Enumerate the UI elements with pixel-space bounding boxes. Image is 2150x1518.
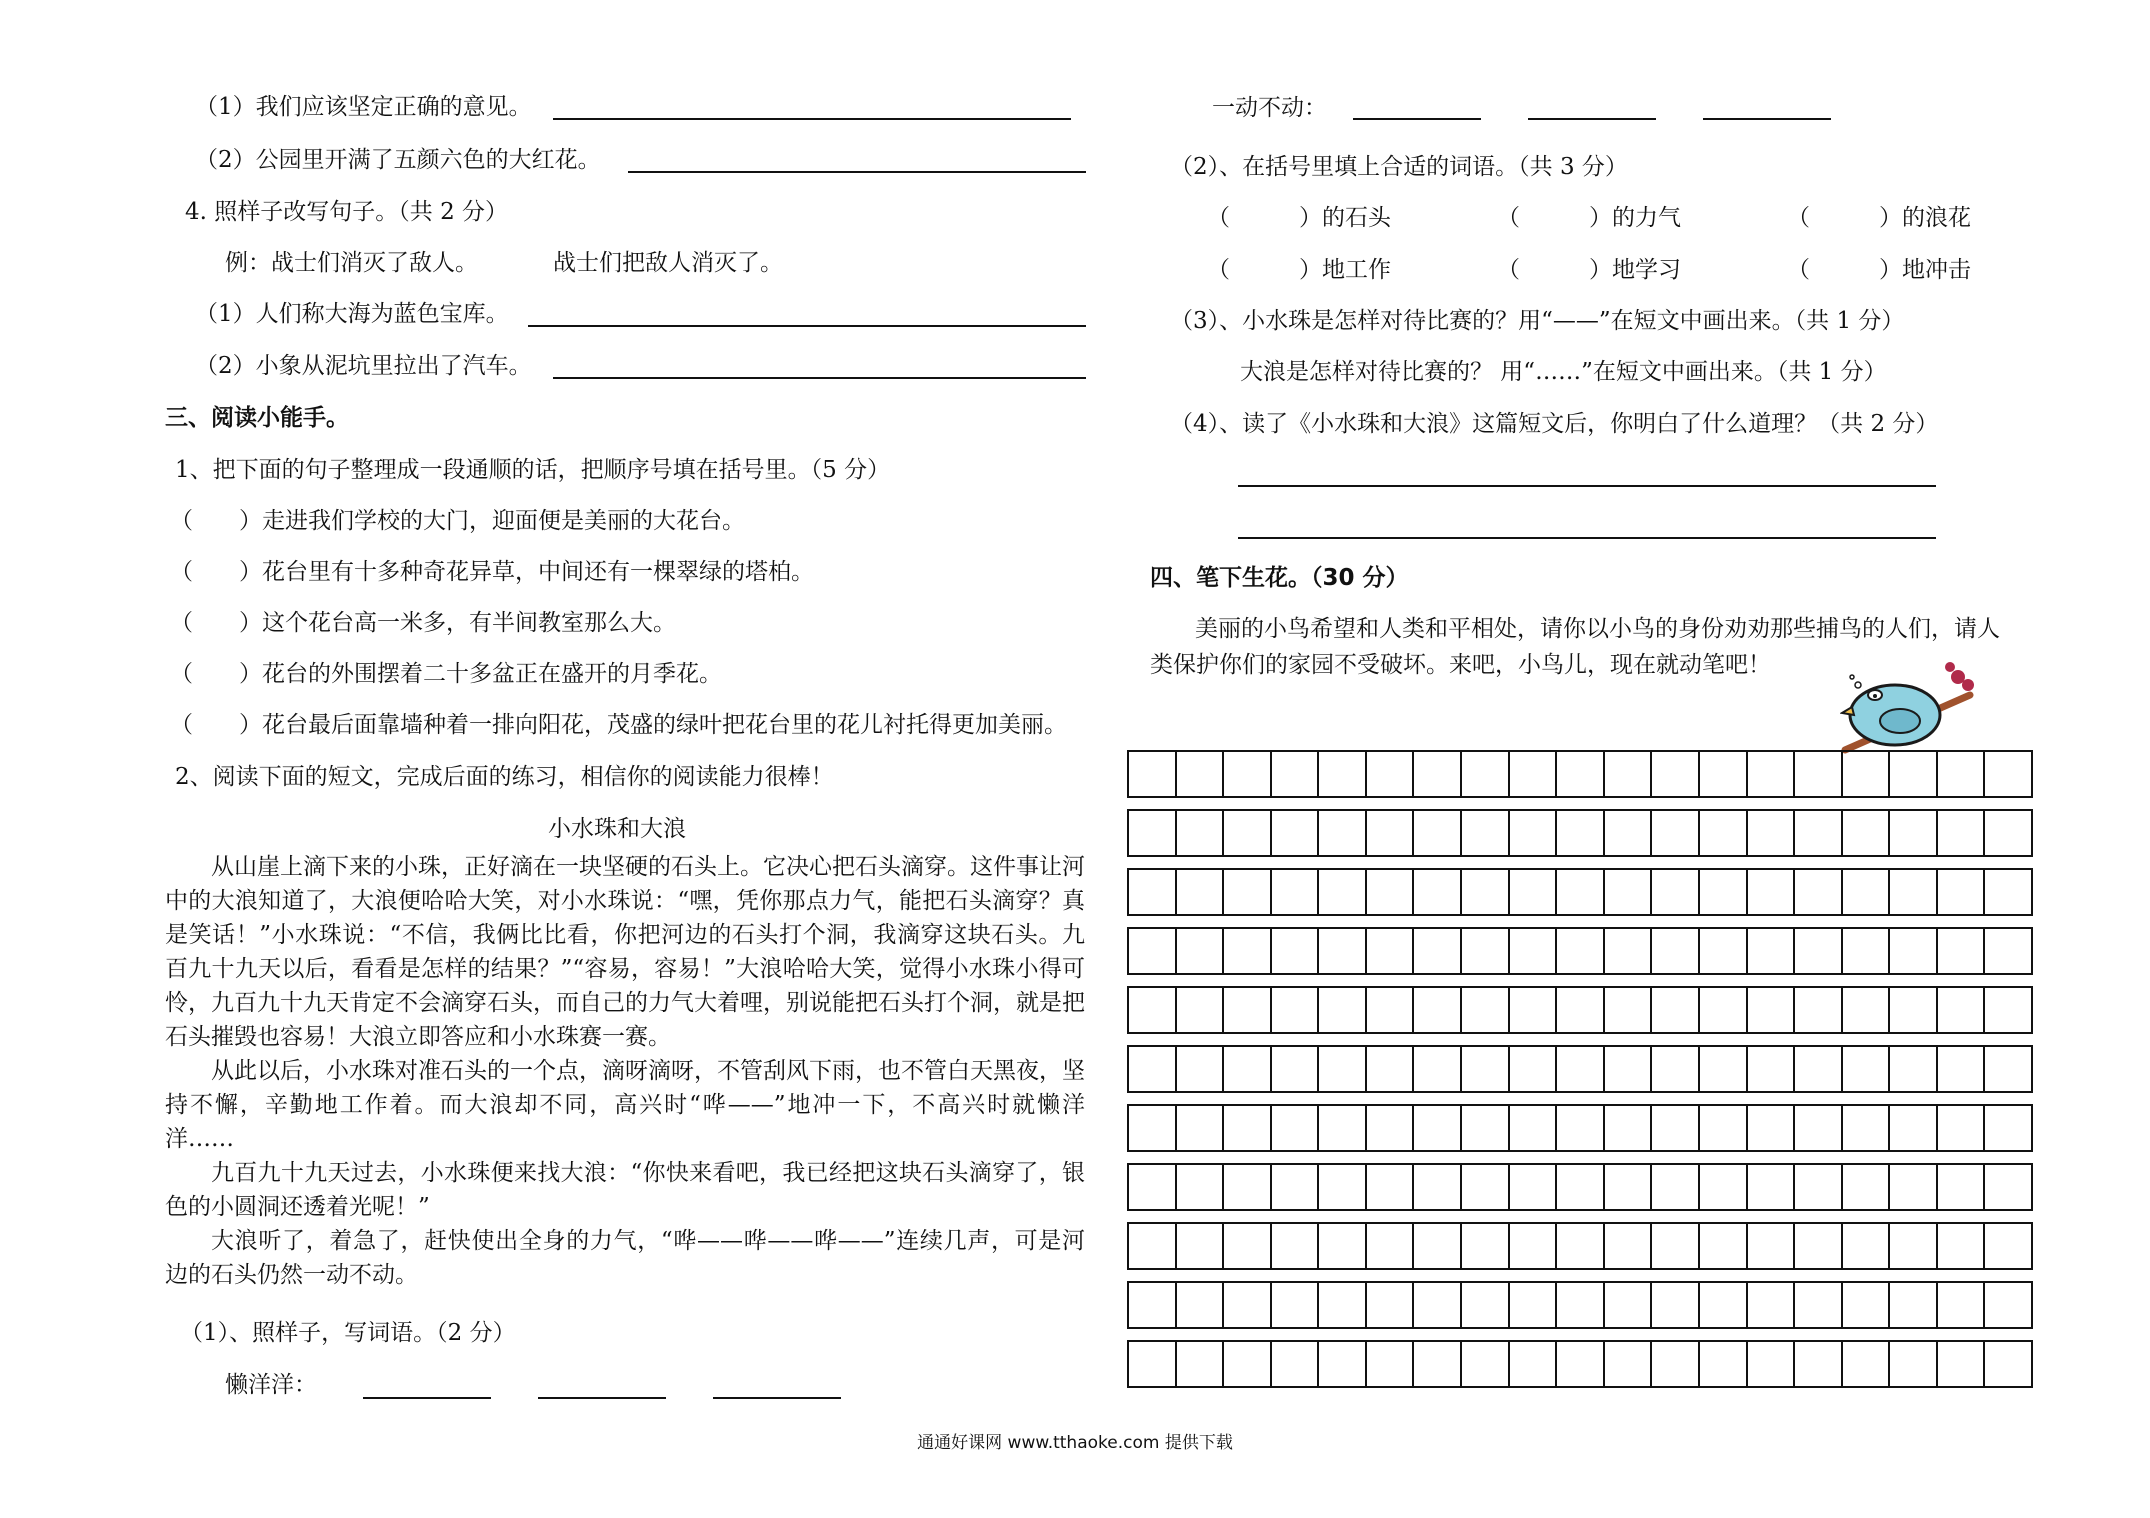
grid-cell[interactable]	[1938, 929, 1986, 973]
grid-cell[interactable]	[1795, 1283, 1843, 1327]
grid-cell[interactable]	[1985, 929, 2031, 973]
grid-cell[interactable]	[1890, 811, 1938, 855]
grid-cell[interactable]	[1462, 752, 1510, 796]
grid-cell[interactable]	[1510, 1224, 1558, 1268]
grid-cell[interactable]	[1700, 1224, 1748, 1268]
passage-paragraph: 大浪听了，着急了，赶快使出全身的力气，“哗——哗——哗——”连续几声，可是河边的石头仍然一动不动。	[165, 1228, 1085, 1288]
grid-cell[interactable]	[1224, 988, 1272, 1032]
grid-cell[interactable]	[1748, 752, 1796, 796]
grid-cell[interactable]	[1129, 1106, 1177, 1150]
fill-item: （ ）地工作	[1207, 257, 1391, 283]
grid-cell[interactable]	[1272, 929, 1320, 973]
grid-cell[interactable]	[1843, 811, 1891, 855]
grid-cell[interactable]	[1177, 1106, 1225, 1150]
grid-cell[interactable]	[1414, 1342, 1462, 1386]
grid-cell[interactable]	[1319, 1165, 1367, 1209]
grid-cell[interactable]	[1985, 870, 2031, 914]
grid-cell[interactable]	[1224, 929, 1272, 973]
answer-line[interactable]	[1238, 537, 1936, 539]
grid-cell[interactable]	[1272, 811, 1320, 855]
grid-cell[interactable]	[1224, 1283, 1272, 1327]
fill-item: （ ）地学习	[1497, 257, 1681, 283]
answer-line[interactable]	[553, 118, 1071, 120]
grid-cell[interactable]	[1985, 1342, 2031, 1386]
grid-cell[interactable]	[1224, 811, 1272, 855]
grid-cell[interactable]	[1890, 1342, 1938, 1386]
grid-cell[interactable]	[1272, 1342, 1320, 1386]
grid-cell[interactable]	[1985, 811, 2031, 855]
passage-q1: （1）、照样子，写词语。（2 分）	[180, 1320, 516, 1346]
grid-cell[interactable]	[1605, 1283, 1653, 1327]
grid-cell[interactable]	[1795, 1224, 1843, 1268]
grid-cell[interactable]	[1510, 1342, 1558, 1386]
grid-cell[interactable]	[1272, 870, 1320, 914]
grid-cell[interactable]	[1414, 752, 1462, 796]
grid-cell[interactable]	[1129, 752, 1177, 796]
grid-cell[interactable]	[1462, 1165, 1510, 1209]
grid-cell[interactable]	[1319, 870, 1367, 914]
grid-cell[interactable]	[1557, 929, 1605, 973]
grid-cell[interactable]	[1177, 1283, 1225, 1327]
grid-cell[interactable]	[1367, 1283, 1415, 1327]
grid-cell[interactable]	[1319, 988, 1367, 1032]
grid-cell[interactable]	[1510, 870, 1558, 914]
grid-cell[interactable]	[1938, 752, 1986, 796]
grid-cell[interactable]	[1177, 870, 1225, 914]
passage-paragraph: 九百九十九天过去，小水珠便来找大浪：“你快来看吧，我已经把这块石头滴穿了，银色的小圆洞还透着光呢！”	[165, 1160, 1085, 1220]
passage-body	[165, 850, 1085, 1292]
grid-cell[interactable]	[1177, 1165, 1225, 1209]
q4-item-1: （1）人们称大海为蓝色宝库。	[195, 301, 509, 327]
grid-cell[interactable]	[1890, 870, 1938, 914]
grid-row	[1127, 1222, 2033, 1270]
answer-line[interactable]	[713, 1397, 841, 1399]
grid-cell[interactable]	[1890, 1224, 1938, 1268]
grid-cell[interactable]	[1367, 811, 1415, 855]
grid-cell[interactable]	[1224, 752, 1272, 796]
sec4-prompt-line-1: 美丽的小鸟希望和人类和平相处，请你以小鸟的身份劝劝那些捕鸟的人们，请人	[1195, 616, 2000, 642]
grid-row	[1127, 868, 2033, 916]
grid-cell[interactable]	[1319, 929, 1367, 973]
grid-cell[interactable]	[1177, 929, 1225, 973]
grid-cell[interactable]	[1414, 870, 1462, 914]
grid-cell[interactable]	[1843, 1342, 1891, 1386]
grid-cell[interactable]	[1557, 988, 1605, 1032]
grid-cell[interactable]	[1414, 1224, 1462, 1268]
grid-cell[interactable]	[1985, 1047, 2031, 1091]
grid-cell[interactable]	[1890, 1106, 1938, 1150]
grid-row	[1127, 1281, 2033, 1329]
grid-cell[interactable]	[1510, 929, 1558, 973]
fill-item: （ ）的力气	[1497, 205, 1681, 231]
grid-cell[interactable]	[1557, 811, 1605, 855]
order-item: （ ）花台的外围摆着二十多盆正在盛开的月季花。	[170, 661, 722, 687]
passage-paragraph: 从山崖上滴下来的小珠，正好滴在一块坚硬的石头上。它决心把石头滴穿。这件事让河中的大浪知道了，大浪便哈哈大笑，对小水珠说：“嘿，凭你那点力气，能把石头滴穿？真是笑话！”小水珠说：“不信，我俩比比看，你把河边的石头打个洞，我滴穿这块石头。九百九十九天以后，看看是怎样的结果？”“容易，容易！”大浪哈哈大笑，觉得小水珠小得可怜，九百九十九天肯定不会滴穿石头，而自己的力气大着哩，别说能把石头打个洞，就是把石头摧毁也容易！大浪立即答应和小水珠赛一赛。	[165, 854, 1085, 1050]
grid-cell[interactable]	[1700, 1106, 1748, 1150]
order-item: （ ）走进我们学校的大门，迎面便是美丽的大花台。	[170, 508, 745, 534]
grid-cell[interactable]	[1224, 870, 1272, 914]
grid-cell[interactable]	[1462, 1283, 1510, 1327]
grid-cell[interactable]	[1557, 1106, 1605, 1150]
grid-cell[interactable]	[1557, 1283, 1605, 1327]
grid-cell[interactable]	[1890, 752, 1938, 796]
grid-cell[interactable]	[1272, 752, 1320, 796]
grid-cell[interactable]	[1414, 1106, 1462, 1150]
grid-cell[interactable]	[1795, 811, 1843, 855]
grid-row	[1127, 1045, 2033, 1093]
grid-cell[interactable]	[1938, 1047, 1986, 1091]
grid-cell[interactable]	[1129, 870, 1177, 914]
grid-cell[interactable]	[1224, 1106, 1272, 1150]
grid-cell[interactable]	[1890, 1283, 1938, 1327]
grid-cell[interactable]	[1605, 1165, 1653, 1209]
grid-cell[interactable]	[1557, 1047, 1605, 1091]
grid-cell[interactable]	[1652, 1342, 1700, 1386]
grid-cell[interactable]	[1462, 1047, 1510, 1091]
grid-cell[interactable]	[1414, 1165, 1462, 1209]
section-3-title: 三、阅读小能手。	[165, 405, 349, 431]
grid-cell[interactable]	[1843, 1283, 1891, 1327]
grid-cell[interactable]	[1843, 988, 1891, 1032]
right-q3b: 大浪是怎样对待比赛的？ 用“……”在短文中画出来。（共 1 分）	[1240, 359, 1887, 385]
grid-cell[interactable]	[1652, 929, 1700, 973]
grid-cell[interactable]	[1843, 1224, 1891, 1268]
order-item: （ ）这个花台高一米多，有半间教室那么大。	[170, 610, 676, 636]
grid-cell[interactable]	[1367, 752, 1415, 796]
grid-row	[1127, 1163, 2033, 1211]
grid-cell[interactable]	[1129, 1047, 1177, 1091]
grid-cell[interactable]	[1129, 811, 1177, 855]
grid-cell[interactable]	[1748, 811, 1796, 855]
grid-cell[interactable]	[1129, 929, 1177, 973]
grid-cell[interactable]	[1557, 752, 1605, 796]
grid-cell[interactable]	[1985, 1106, 2031, 1150]
grid-cell[interactable]	[1510, 1283, 1558, 1327]
order-item: （ ）花台最后面靠墙种着一排向阳花，茂盛的绿叶把花台里的花儿衬托得更加美丽。	[170, 712, 1067, 738]
grid-cell[interactable]	[1224, 1224, 1272, 1268]
q4-example: 例：战士们消灭了敌人。	[225, 250, 478, 276]
answer-line[interactable]	[1528, 118, 1656, 120]
grid-cell[interactable]	[1652, 1224, 1700, 1268]
grid-cell[interactable]	[1748, 1106, 1796, 1150]
grid-cell[interactable]	[1177, 1047, 1225, 1091]
grid-cell[interactable]	[1748, 1047, 1796, 1091]
grid-cell[interactable]	[1129, 1165, 1177, 1209]
grid-cell[interactable]	[1843, 929, 1891, 973]
grid-cell[interactable]	[1748, 1224, 1796, 1268]
grid-cell[interactable]	[1367, 1165, 1415, 1209]
grid-cell[interactable]	[1414, 1047, 1462, 1091]
grid-cell[interactable]	[1700, 1283, 1748, 1327]
q3-item-1: （1）我们应该坚定正确的意见。	[195, 94, 532, 120]
fill-item: （ ）的浪花	[1787, 205, 1971, 231]
grid-cell[interactable]	[1605, 811, 1653, 855]
grid-cell[interactable]	[1795, 929, 1843, 973]
grid-cell[interactable]	[1795, 1165, 1843, 1209]
grid-cell[interactable]	[1748, 988, 1796, 1032]
grid-cell[interactable]	[1605, 870, 1653, 914]
grid-cell[interactable]	[1177, 811, 1225, 855]
grid-cell[interactable]	[1129, 1283, 1177, 1327]
grid-cell[interactable]	[1938, 870, 1986, 914]
answer-line[interactable]	[363, 1397, 491, 1399]
q4-item-2: （2）小象从泥坑里拉出了汽车。	[195, 353, 532, 379]
grid-cell[interactable]	[1605, 1047, 1653, 1091]
grid-cell[interactable]	[1224, 1165, 1272, 1209]
grid-cell[interactable]	[1414, 988, 1462, 1032]
grid-cell[interactable]	[1843, 1047, 1891, 1091]
answer-line[interactable]	[528, 325, 1086, 327]
grid-cell[interactable]	[1652, 1165, 1700, 1209]
passage-paragraph: 从此以后，小水珠对准石头的一个点，滴呀滴呀，不管刮风下雨，也不管白天黑夜，坚持不懈，辛勤地工作着。而大浪却不同，高兴时“哗——”地冲一下，不高兴时就懒洋洋……	[165, 1058, 1085, 1152]
grid-cell[interactable]	[1652, 1047, 1700, 1091]
grid-cell[interactable]	[1700, 988, 1748, 1032]
grid-cell[interactable]	[1272, 1224, 1320, 1268]
grid-row	[1127, 986, 2033, 1034]
grid-cell[interactable]	[1557, 1224, 1605, 1268]
grid-cell[interactable]	[1795, 1047, 1843, 1091]
grid-cell[interactable]	[1272, 1047, 1320, 1091]
grid-cell[interactable]	[1367, 1047, 1415, 1091]
grid-cell[interactable]	[1938, 1165, 1986, 1209]
grid-cell[interactable]	[1319, 1106, 1367, 1150]
grid-cell[interactable]	[1557, 1165, 1605, 1209]
grid-cell[interactable]	[1795, 752, 1843, 796]
grid-cell[interactable]	[1462, 811, 1510, 855]
grid-row	[1127, 1340, 2033, 1388]
grid-cell[interactable]	[1319, 752, 1367, 796]
grid-cell[interactable]	[1462, 1106, 1510, 1150]
word2-label: 一动不动：	[1212, 95, 1327, 121]
grid-cell[interactable]	[1272, 988, 1320, 1032]
passage-q1-word: 懒洋洋：	[225, 1372, 317, 1398]
grid-cell[interactable]	[1462, 1224, 1510, 1268]
fill-item: （ ）地冲击	[1787, 257, 1971, 283]
grid-cell[interactable]	[1319, 1047, 1367, 1091]
grid-cell[interactable]	[1652, 1283, 1700, 1327]
grid-cell[interactable]	[1177, 1224, 1225, 1268]
right-q4: （4）、读了《小水珠和大浪》这篇短文后，你明白了什么道理？（共 2 分）	[1170, 411, 1939, 437]
grid-cell[interactable]	[1129, 1224, 1177, 1268]
grid-cell[interactable]	[1795, 988, 1843, 1032]
grid-cell[interactable]	[1557, 870, 1605, 914]
grid-cell[interactable]	[1795, 1342, 1843, 1386]
grid-row	[1127, 927, 2033, 975]
grid-cell[interactable]	[1367, 929, 1415, 973]
grid-row	[1127, 750, 2033, 798]
grid-cell[interactable]	[1414, 811, 1462, 855]
grid-cell[interactable]	[1890, 929, 1938, 973]
grid-cell[interactable]	[1985, 752, 2031, 796]
grid-cell[interactable]	[1890, 1047, 1938, 1091]
grid-cell[interactable]	[1414, 929, 1462, 973]
grid-cell[interactable]	[1652, 988, 1700, 1032]
grid-cell[interactable]	[1367, 1224, 1415, 1268]
grid-cell[interactable]	[1367, 1106, 1415, 1150]
grid-cell[interactable]	[1938, 988, 1986, 1032]
grid-cell[interactable]	[1319, 1224, 1367, 1268]
grid-cell[interactable]	[1414, 1283, 1462, 1327]
grid-cell[interactable]	[1748, 1342, 1796, 1386]
grid-cell[interactable]	[1938, 1224, 1986, 1268]
footer-credit: 通通好课网 www.tthaoke.com 提供下载	[917, 1433, 1233, 1453]
writing-grid[interactable]	[1127, 750, 2033, 1399]
grid-cell[interactable]	[1224, 1342, 1272, 1386]
grid-cell[interactable]	[1557, 1342, 1605, 1386]
grid-cell[interactable]	[1700, 1165, 1748, 1209]
grid-cell[interactable]	[1605, 929, 1653, 973]
grid-cell[interactable]	[1272, 1283, 1320, 1327]
sec3-q2: 2、阅读下面的短文，完成后面的练习，相信你的阅读能力很棒！	[175, 764, 834, 790]
grid-cell[interactable]	[1177, 1342, 1225, 1386]
grid-cell[interactable]	[1605, 1106, 1653, 1150]
section-4-title: 四、笔下生花。（30 分）	[1150, 565, 1409, 591]
answer-line[interactable]	[1703, 118, 1831, 120]
grid-cell[interactable]	[1367, 988, 1415, 1032]
grid-cell[interactable]	[1462, 1342, 1510, 1386]
grid-cell[interactable]	[1843, 870, 1891, 914]
grid-cell[interactable]	[1319, 1283, 1367, 1327]
grid-cell[interactable]	[1605, 1224, 1653, 1268]
bird-illustration	[1840, 655, 1980, 755]
grid-cell[interactable]	[1700, 1342, 1748, 1386]
grid-cell[interactable]	[1985, 988, 2031, 1032]
grid-cell[interactable]	[1843, 1165, 1891, 1209]
grid-cell[interactable]	[1652, 1106, 1700, 1150]
grid-cell[interactable]	[1605, 1342, 1653, 1386]
grid-cell[interactable]	[1890, 988, 1938, 1032]
grid-cell[interactable]	[1938, 811, 1986, 855]
sec3-q1: 1、把下面的句子整理成一段通顺的话，把顺序号填在括号里。（5 分）	[175, 457, 891, 483]
grid-cell[interactable]	[1843, 752, 1891, 796]
grid-cell[interactable]	[1272, 1106, 1320, 1150]
grid-cell[interactable]	[1985, 1224, 2031, 1268]
grid-cell[interactable]	[1652, 811, 1700, 855]
grid-cell[interactable]	[1224, 1047, 1272, 1091]
grid-cell[interactable]	[1510, 1165, 1558, 1209]
grid-cell[interactable]	[1462, 870, 1510, 914]
fill-item: （ ）的石头	[1207, 205, 1391, 231]
grid-cell[interactable]	[1890, 1165, 1938, 1209]
grid-cell[interactable]	[1652, 870, 1700, 914]
grid-cell[interactable]	[1795, 870, 1843, 914]
grid-row	[1127, 1104, 2033, 1152]
grid-cell[interactable]	[1938, 1283, 1986, 1327]
order-item: （ ）花台里有十多种奇花异草，中间还有一棵翠绿的塔柏。	[170, 559, 814, 585]
grid-cell[interactable]	[1700, 1047, 1748, 1091]
grid-cell[interactable]	[1177, 752, 1225, 796]
grid-cell[interactable]	[1129, 1342, 1177, 1386]
grid-cell[interactable]	[1985, 1165, 2031, 1209]
grid-cell[interactable]	[1367, 1342, 1415, 1386]
grid-cell[interactable]	[1748, 1283, 1796, 1327]
grid-cell[interactable]	[1510, 811, 1558, 855]
grid-cell[interactable]	[1462, 988, 1510, 1032]
answer-line[interactable]	[1238, 485, 1936, 487]
grid-cell[interactable]	[1605, 988, 1653, 1032]
q4-example-answer: 战士们把敌人消灭了。	[553, 250, 783, 276]
grid-cell[interactable]	[1700, 870, 1748, 914]
grid-cell[interactable]	[1748, 929, 1796, 973]
grid-cell[interactable]	[1367, 870, 1415, 914]
answer-line[interactable]	[628, 171, 1086, 173]
grid-cell[interactable]	[1843, 1106, 1891, 1150]
grid-cell[interactable]	[1652, 752, 1700, 796]
grid-cell[interactable]	[1177, 988, 1225, 1032]
answer-line[interactable]	[1353, 118, 1481, 120]
grid-cell[interactable]	[1510, 752, 1558, 796]
grid-cell[interactable]	[1272, 1165, 1320, 1209]
grid-cell[interactable]	[1605, 752, 1653, 796]
q3-item-2: （2）公园里开满了五颜六色的大红花。	[195, 147, 601, 173]
grid-cell[interactable]	[1129, 988, 1177, 1032]
passage-title: 小水珠和大浪	[548, 816, 686, 842]
grid-cell[interactable]	[1700, 811, 1748, 855]
grid-row	[1127, 809, 2033, 857]
grid-cell[interactable]	[1510, 1047, 1558, 1091]
sec4-prompt-line-2: 类保护你们的家园不受破坏。来吧，小鸟儿，现在就动笔吧！	[1150, 652, 1771, 678]
grid-cell[interactable]	[1510, 988, 1558, 1032]
q4-title: 4. 照样子改写句子。（共 2 分）	[185, 199, 509, 225]
grid-cell[interactable]	[1319, 1342, 1367, 1386]
grid-cell[interactable]	[1700, 752, 1748, 796]
grid-cell[interactable]	[1462, 929, 1510, 973]
grid-cell[interactable]	[1938, 1342, 1986, 1386]
grid-cell[interactable]	[1795, 1106, 1843, 1150]
answer-line[interactable]	[553, 377, 1086, 379]
answer-line[interactable]	[538, 1397, 666, 1399]
right-q2: （2）、在括号里填上合适的词语。（共 3 分）	[1170, 154, 1628, 180]
grid-cell[interactable]	[1985, 1283, 2031, 1327]
right-q3a: （3）、小水珠是怎样对待比赛的？用“——”在短文中画出来。（共 1 分）	[1170, 308, 1905, 334]
grid-cell[interactable]	[1748, 870, 1796, 914]
grid-cell[interactable]	[1319, 811, 1367, 855]
grid-cell[interactable]	[1700, 929, 1748, 973]
grid-cell[interactable]	[1938, 1106, 1986, 1150]
grid-cell[interactable]	[1510, 1106, 1558, 1150]
grid-cell[interactable]	[1748, 1165, 1796, 1209]
